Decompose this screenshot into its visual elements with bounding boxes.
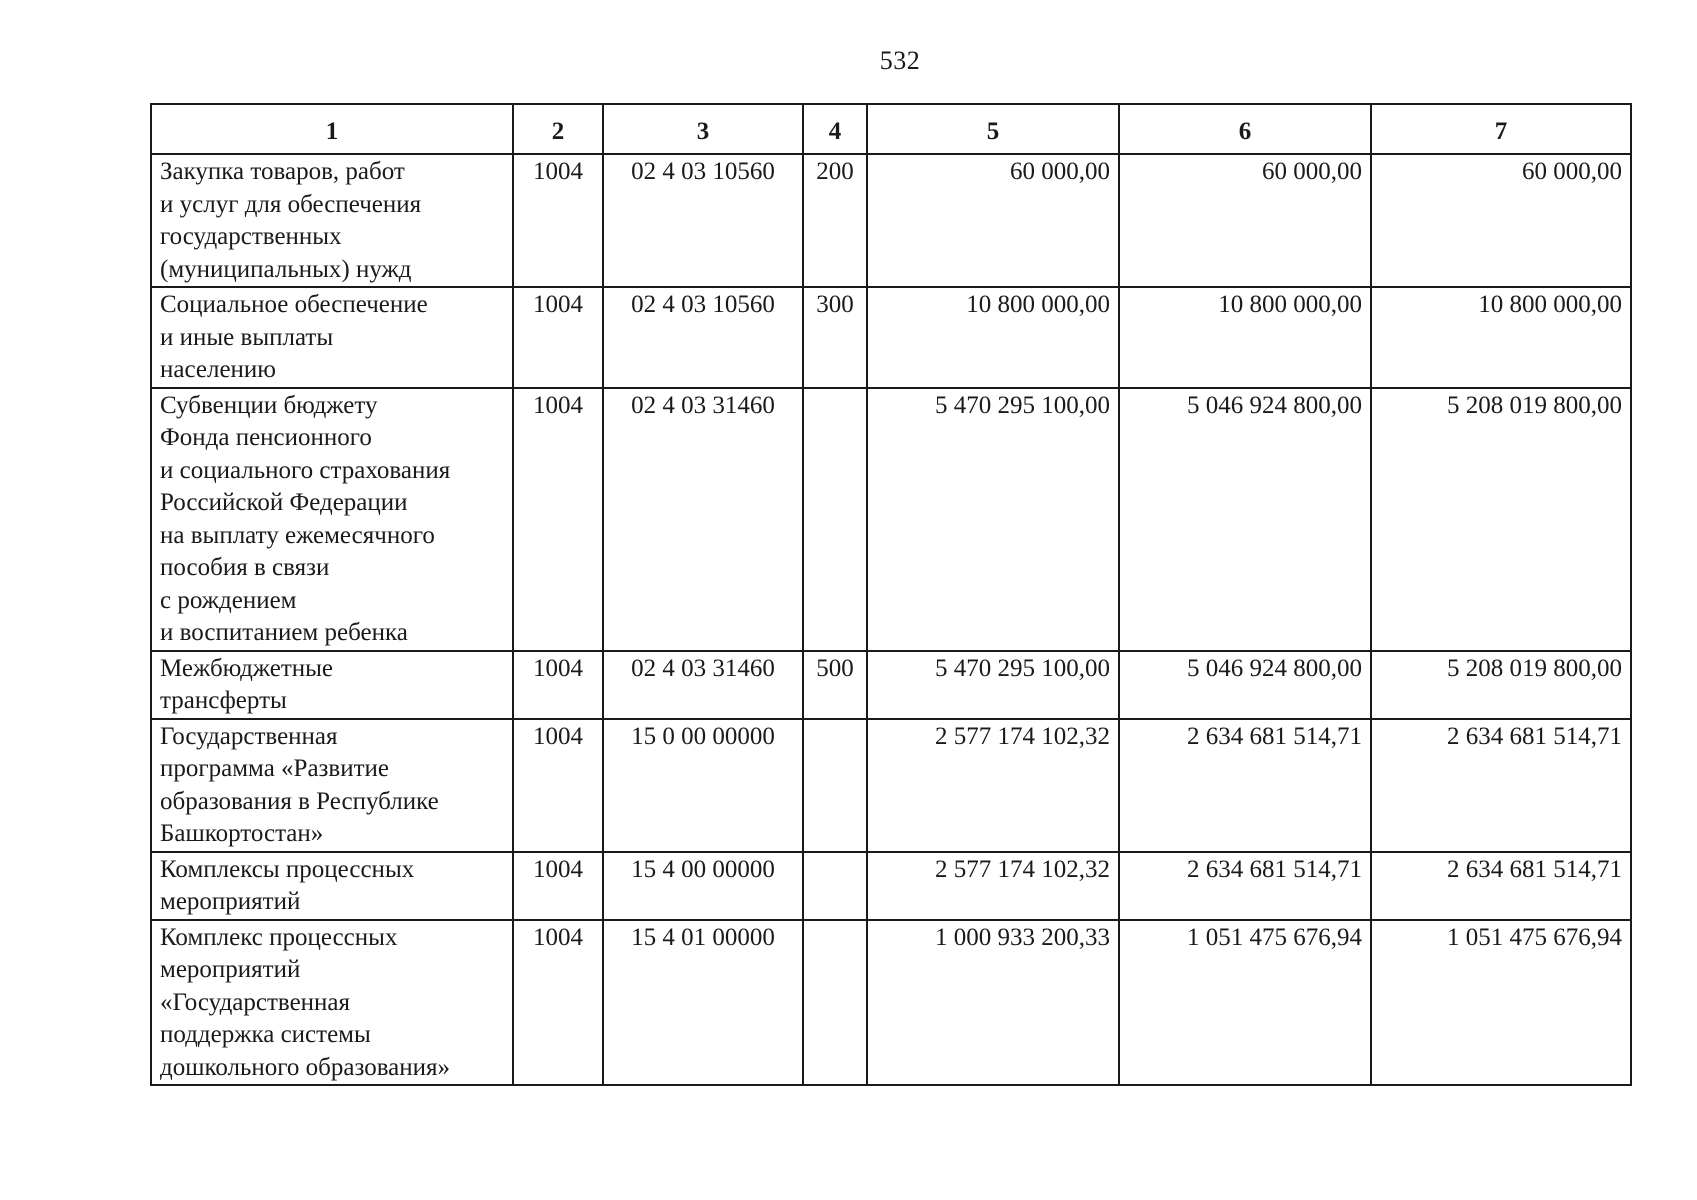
- row-amount-col6: 5 046 924 800,00: [1119, 651, 1371, 719]
- row-target-code: 15 0 00 00000: [603, 719, 803, 852]
- row-amount-col6: 1 051 475 676,94: [1119, 920, 1371, 1086]
- row-amount-col7: 1 051 475 676,94: [1371, 920, 1631, 1086]
- table-row: [151, 154, 1631, 287]
- row-name: Комплексы процессных мероприятий: [151, 852, 513, 920]
- row-target-code: 02 4 03 10560: [603, 154, 803, 287]
- row-expense-type: 200: [803, 154, 867, 287]
- column-header-6: 6: [1119, 104, 1371, 154]
- row-amount-col5: 5 470 295 100,00: [867, 388, 1119, 651]
- row-amount-col7: 2 634 681 514,71: [1371, 719, 1631, 852]
- row-amount-col5: 2 577 174 102,32: [867, 852, 1119, 920]
- row-amount-col6: 5 046 924 800,00: [1119, 388, 1371, 651]
- table-row: [151, 388, 1631, 651]
- row-amount-col5: 1 000 933 200,33: [867, 920, 1119, 1086]
- row-target-code: 02 4 03 10560: [603, 287, 803, 388]
- column-header-3: 3: [603, 104, 803, 154]
- row-expense-type: 300: [803, 287, 867, 388]
- row-expense-type: [803, 719, 867, 852]
- page-number: 532: [879, 46, 921, 75]
- column-header-4: 4: [803, 104, 867, 154]
- row-amount-col7: 60 000,00: [1371, 154, 1631, 287]
- row-expense-type: [803, 852, 867, 920]
- row-name: Субвенции бюджету Фонда пенсионного и социального страхования Российской Федерации на выплату ежемесячного пособия в связи с рождением и воспитанием ребенка: [151, 388, 513, 651]
- row-amount-col7: 5 208 019 800,00: [1371, 651, 1631, 719]
- table-row: [151, 920, 1631, 1086]
- row-amount-col6: 10 800 000,00: [1119, 287, 1371, 388]
- column-header-7: 7: [1371, 104, 1631, 154]
- row-amount-col5: 2 577 174 102,32: [867, 719, 1119, 852]
- row-name: Государственная программа «Развитие образования в Республике Башкортостан»: [151, 719, 513, 852]
- row-amount-col7: 2 634 681 514,71: [1371, 852, 1631, 920]
- budget-table: [150, 103, 1632, 1086]
- row-name: Комплекс процессных мероприятий «Государственная поддержка системы дошкольного образования»: [151, 920, 513, 1086]
- table-body: [151, 154, 1631, 1085]
- row-section-code: 1004: [513, 719, 603, 852]
- column-header-5: 5: [867, 104, 1119, 154]
- row-section-code: 1004: [513, 852, 603, 920]
- table-row: [151, 651, 1631, 719]
- header-row: [151, 104, 1631, 154]
- row-target-code: 02 4 03 31460: [603, 388, 803, 651]
- column-header-2: 2: [513, 104, 603, 154]
- row-amount-col5: 60 000,00: [867, 154, 1119, 287]
- row-section-code: 1004: [513, 651, 603, 719]
- row-amount-col5: 5 470 295 100,00: [867, 651, 1119, 719]
- column-header-1: 1: [151, 104, 513, 154]
- row-expense-type: [803, 388, 867, 651]
- row-amount-col6: 2 634 681 514,71: [1119, 852, 1371, 920]
- row-expense-type: [803, 920, 867, 1086]
- row-amount-col5: 10 800 000,00: [867, 287, 1119, 388]
- row-name: Закупка товаров, работ и услуг для обеспечения государственных (муниципальных) нужд: [151, 154, 513, 287]
- row-amount-col6: 2 634 681 514,71: [1119, 719, 1371, 852]
- table-row: [151, 852, 1631, 920]
- row-section-code: 1004: [513, 388, 603, 651]
- row-name: Межбюджетные трансферты: [151, 651, 513, 719]
- row-expense-type: 500: [803, 651, 867, 719]
- row-target-code: 02 4 03 31460: [603, 651, 803, 719]
- row-target-code: 15 4 01 00000: [603, 920, 803, 1086]
- table-row: [151, 719, 1631, 852]
- row-section-code: 1004: [513, 154, 603, 287]
- row-amount-col7: 5 208 019 800,00: [1371, 388, 1631, 651]
- row-name: Социальное обеспечение и иные выплаты населению: [151, 287, 513, 388]
- row-target-code: 15 4 00 00000: [603, 852, 803, 920]
- row-amount-col7: 10 800 000,00: [1371, 287, 1631, 388]
- row-section-code: 1004: [513, 287, 603, 388]
- table-row: [151, 287, 1631, 388]
- row-amount-col6: 60 000,00: [1119, 154, 1371, 287]
- row-section-code: 1004: [513, 920, 603, 1086]
